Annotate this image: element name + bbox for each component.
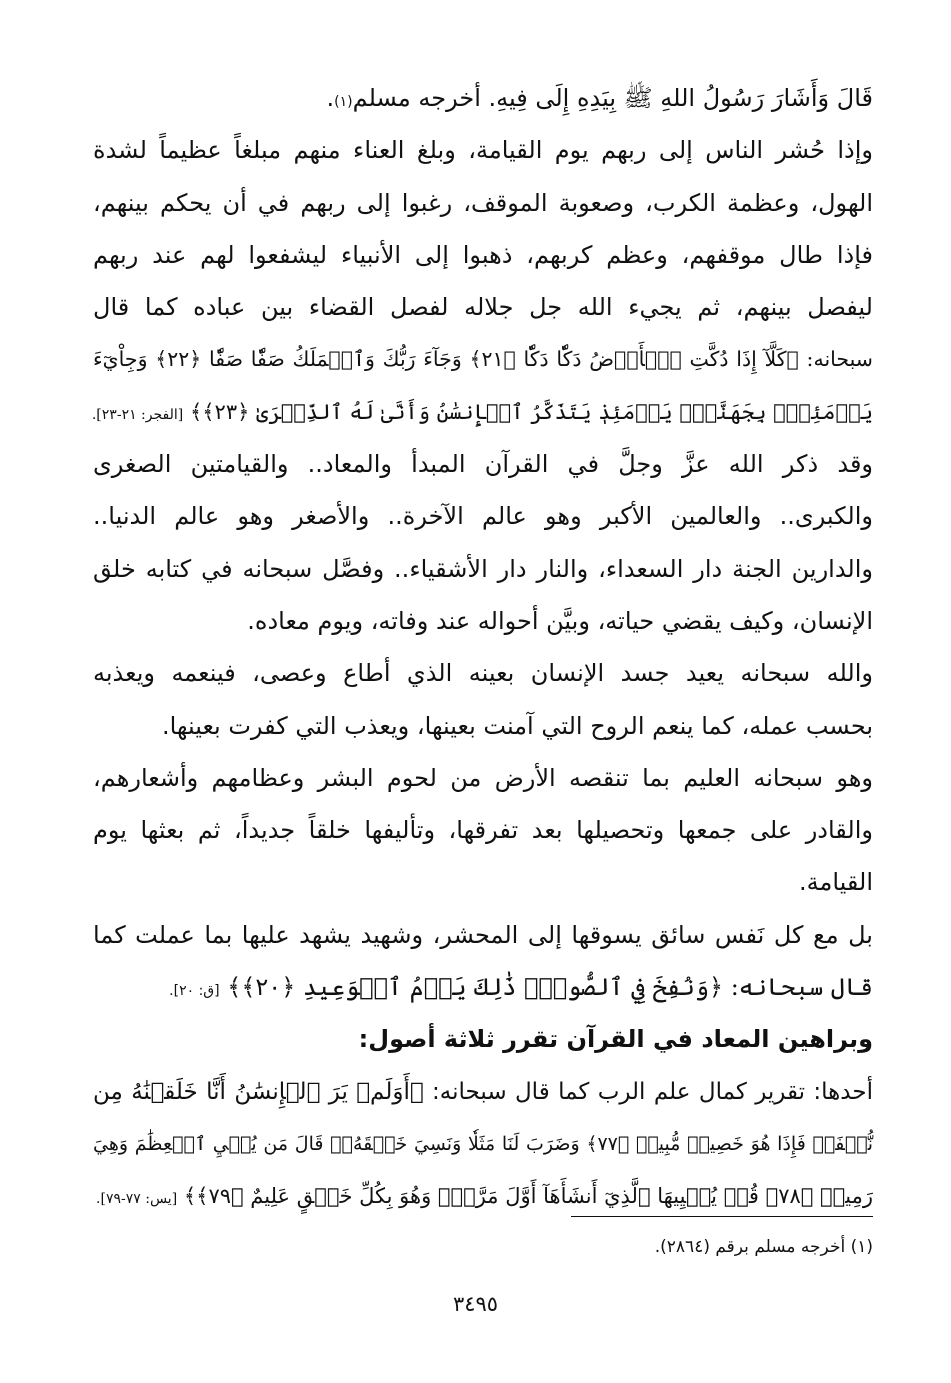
text-line: وإذا حُشر الناس إلى ربهم يوم القيامة، وبلغ العناء منهم مبلغاً عظيماً لشدة (93, 136, 873, 165)
text-line: والقادر على جمعها وتحصيلها بعد تفرقها، وتأليفها خلقاً جديداً، ثم بعثها يوم (93, 816, 873, 845)
quran-verse-line: رَمِيمٞ ﴿٧٨﴾ قُلۡ يُحۡيِيهَا ٱلَّذِيٓ أَنشَأَهَآ أَوَّلَ مَرَّةٖۖ وَهُوَ بِكُلِّ خَلۡقٍ عَلِيمٌ ﴿٧٩﴾﴾ [يس: ٧٧-٧٩]. (96, 1184, 873, 1209)
text-line: والكبرى.. والعالمين الأكبر وهو عالم الآخرة.. والأصغر وهو عالم الدنيا.. (93, 502, 873, 531)
text-line: أحدها: تقرير كمال علم الرب كما قال سبحانه: ﴿أَوَلَمۡ يَرَ ٱلۡإِنسَٰنُ أَنَّا خَلَقۡنَٰهُ مِن (93, 1078, 873, 1105)
quran-verse-line: نُّطۡفَةٖ فَإِذَا هُوَ خَصِيمٞ مُّبِينٞ ﴿٧٧﴾ وَضَرَبَ لَنَا مَثَلٗا وَنَسِيَ خَلۡقَهُۥۖ قَالَ مَن يُحۡيِ ٱلۡعِظَٰمَ وَهِيَ (93, 1132, 873, 1155)
body-text (93, 72, 873, 1223)
footnote: (١) أخرجه مسلم برقم (٢٨٦٤). (654, 1237, 873, 1257)
text-line: بحسب عمله، كما ينعم الروح التي آمنت بعينها، ويعذب التي كفرت بعينها. (161, 711, 873, 740)
text-line: الهول، وعظمة الكرب، وصعوبة الموقف، رغبوا إلى ربهم في أن يحكم بينهم، (93, 188, 873, 217)
text-line: والدارين الجنة دار السعداء، والنار دار الأشقياء.. وفصَّل سبحانه في كتابه خلق (93, 554, 873, 583)
page-number: ٣٤٩٥ (452, 1292, 499, 1316)
text-line: وقد ذكر الله عزَّ وجلَّ في القرآن المبدأ والمعاد.. والقيامتين الصغرى (93, 450, 873, 479)
text-line: قال سبحانه: ﴿وَنُفِخَ فِي ٱلصُّورِۚ ذَٰلِكَ يَوۡمُ ٱلۡوَعِيدِ ﴿٢٠﴾﴾ [ق: ٢٠]. (169, 973, 873, 1002)
text-line: والله سبحانه يعيد جسد الإنسان بعينه الذي أطاع وعصى، فينعمه ويعذبه (93, 659, 873, 688)
verse-reference: [يس: ٧٧-٧٩]. (96, 1191, 178, 1208)
text-line: فإذا طال موقفهم، وعظم كربهم، ذهبوا إلى الأنبياء ليشفعوا لهم عند ربهم (93, 240, 873, 269)
text-line: بل مع كل نَفس سائق يسوقها إلى المحشر، وشهيد يشهد عليها بما عملت كما (93, 920, 873, 949)
quran-verse-line: سبحانه: ﴿كَلَّآ إِذَا دُكَّتِ ٱلۡأَرۡضُ دَكّٗا دَكّٗا ﴿٢١﴾ وَجَآءَ رَبُّكَ وَٱلۡمَلَكُ صَفّٗا صَفّٗا ﴿٢٢﴾ وَجِاْيٓءَ (93, 347, 873, 372)
text-line: قَالَ وَأَشَارَ رَسُولُ اللهِ ﷺ بِيَدِهِ إِلَى فِيهِ. أخرجه مسلم(١). (326, 84, 873, 112)
text-line: القيامة. (798, 868, 873, 897)
section-heading: وبراهين المعاد في القرآن تقرر ثلاثة أصول: (358, 1025, 873, 1054)
text-line: الإنسان، وكيف يقضي حياته، وبيَّن أحواله عند وفاته، ويوم معاده. (247, 606, 873, 635)
verse-reference: [الفجر: ٢١-٢٣]. (91, 406, 184, 423)
quran-verse-line: يَوۡمَئِذِۭ بِجَهَنَّمَۚ يَوۡمَئِذٖ يَتَذَكَّرُ ٱلۡإِنسَٰنُ وَأَنَّىٰ لَهُ ٱلذِّكۡرَىٰ ﴿٢٣﴾﴾ [الفجر: ٢١-٢٣]. (91, 399, 873, 424)
footnote-marker: (١) (334, 94, 353, 110)
verse-reference: [ق: ٢٠]. (169, 983, 220, 1000)
text-line: وهو سبحانه العليم بما تنقصه الأرض من لحوم البشر وعظامهم وأشعارهم، (93, 763, 873, 792)
text-line: ليفصل بينهم، ثم يجيء الله جل جلاله لفصل القضاء بين عباده كما قال (93, 293, 873, 322)
footnote-separator (571, 1216, 873, 1217)
